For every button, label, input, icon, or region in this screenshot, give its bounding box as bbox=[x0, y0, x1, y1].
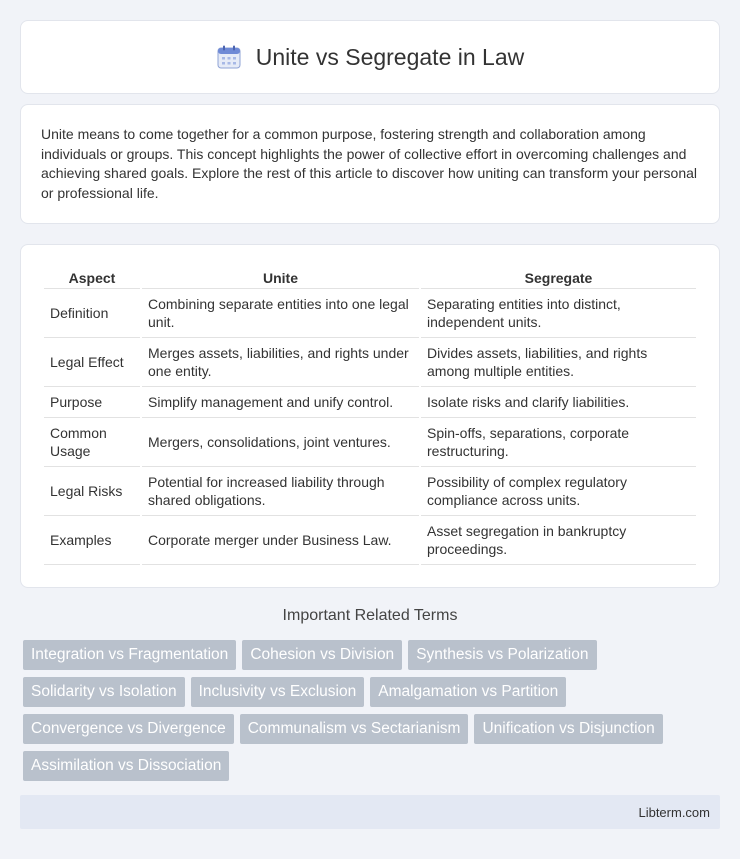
table-cell: Isolate risks and clarify liabilities. bbox=[421, 387, 696, 418]
table-cell: Examples bbox=[44, 516, 140, 565]
comparison-table bbox=[42, 265, 698, 565]
table-row bbox=[44, 387, 696, 418]
table-cell: Purpose bbox=[44, 387, 140, 418]
related-term-link[interactable]: Convergence vs Divergence bbox=[23, 714, 234, 744]
header-card bbox=[20, 20, 720, 94]
table-row bbox=[44, 289, 696, 338]
table-row bbox=[44, 467, 696, 516]
table-cell: Merges assets, liabilities, and rights under one entity. bbox=[142, 338, 419, 387]
table-cell: Legal Risks bbox=[44, 467, 140, 516]
table-row bbox=[44, 418, 696, 467]
table-cell: Possibility of complex regulatory compliance across units. bbox=[421, 467, 696, 516]
table-cell: Divides assets, liabilities, and rights among multiple entities. bbox=[421, 338, 696, 387]
table-cell: Simplify management and unify control. bbox=[142, 387, 419, 418]
intro-text: Unite means to come together for a common purpose, fostering strength and collaboration among individuals or groups. This concept highlights the power of collective effort in overcoming challenges and achieving shared goals. Explore the rest of this article to discover how uniting can transform your personal or professional life. bbox=[41, 126, 698, 201]
related-term-link[interactable]: Communalism vs Sectarianism bbox=[240, 714, 469, 744]
related-term-link[interactable]: Inclusivity vs Exclusion bbox=[191, 677, 365, 707]
table-row bbox=[44, 338, 696, 387]
table-cell: Separating entities into distinct, independent units. bbox=[421, 289, 696, 338]
intro-card bbox=[20, 104, 720, 224]
related-term-link[interactable]: Unification vs Disjunction bbox=[474, 714, 662, 744]
related-terms-list bbox=[23, 640, 723, 781]
column-header: Segregate bbox=[421, 265, 696, 289]
related-term-link[interactable]: Synthesis vs Polarization bbox=[408, 640, 596, 670]
related-term-link[interactable]: Cohesion vs Division bbox=[242, 640, 402, 670]
column-header: Unite bbox=[142, 265, 419, 289]
table-cell: Legal Effect bbox=[44, 338, 140, 387]
table-cell: Spin-offs, separations, corporate restructuring. bbox=[421, 418, 696, 467]
table-cell: Corporate merger under Business Law. bbox=[142, 516, 419, 565]
table-cell: Asset segregation in bankruptcy proceedings. bbox=[421, 516, 696, 565]
table-cell: Potential for increased liability through shared obligations. bbox=[142, 467, 419, 516]
footer bbox=[20, 795, 720, 829]
table-cell: Combining separate entities into one legal unit. bbox=[142, 289, 419, 338]
related-term-link[interactable]: Assimilation vs Dissociation bbox=[23, 751, 229, 781]
table-cell: Mergers, consolidations, joint ventures. bbox=[142, 418, 419, 467]
table-cell: Definition bbox=[44, 289, 140, 338]
related-term-link[interactable]: Integration vs Fragmentation bbox=[23, 640, 236, 670]
comparison-table-card bbox=[20, 244, 720, 588]
table-cell: Common Usage bbox=[44, 418, 140, 467]
related-term-link[interactable]: Amalgamation vs Partition bbox=[370, 677, 566, 707]
related-term-link[interactable]: Solidarity vs Isolation bbox=[23, 677, 185, 707]
page-title: Unite vs Segregate in Law bbox=[255, 43, 525, 70]
column-header: Aspect bbox=[44, 265, 140, 289]
table-row bbox=[44, 516, 696, 565]
calendar-icon bbox=[216, 44, 242, 70]
table-header-row bbox=[44, 265, 696, 289]
related-terms-title: Important Related Terms bbox=[282, 607, 458, 624]
footer-site-link[interactable]: Libterm.com bbox=[638, 805, 710, 820]
